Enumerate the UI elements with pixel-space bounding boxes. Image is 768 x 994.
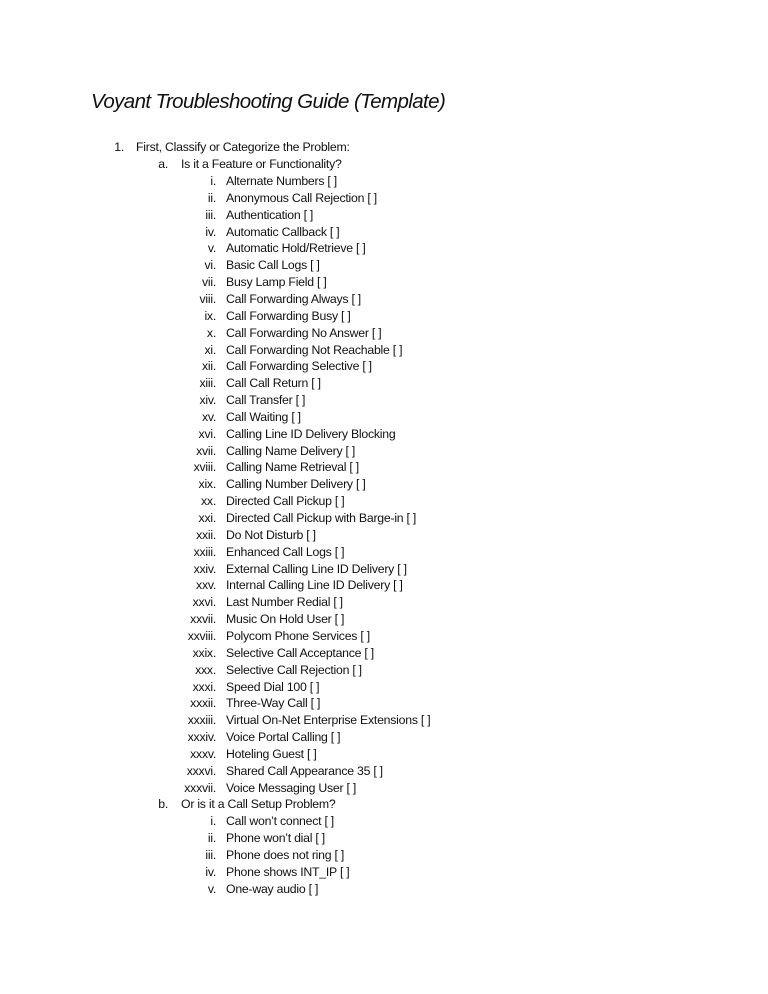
feature-item-text: Call Forwarding Selective [ ]	[226, 359, 372, 374]
feature-item-text: Call Forwarding Busy [ ]	[226, 308, 351, 323]
feature-item-number: xxii.	[196, 527, 216, 542]
feature-item-number: xxxii.	[190, 696, 216, 711]
feature-item-number: ix.	[204, 308, 216, 323]
feature-item-number: xvi.	[198, 426, 216, 441]
feature-item-text: Voice Portal Calling [ ]	[226, 730, 341, 745]
feature-item-number: xix.	[198, 477, 216, 492]
feature-item-number: xxi.	[198, 511, 216, 525]
feature-item-number: vi.	[204, 258, 216, 273]
section-a-marker: a.	[158, 157, 168, 171]
feature-item-number: xxv.	[196, 578, 216, 593]
feature-item-text: Call Forwarding Always [ ]	[226, 291, 361, 306]
feature-item-text: Music On Hold User [ ]	[226, 612, 345, 627]
section-b-text: Or is it a Call Setup Problem?	[181, 797, 336, 812]
feature-item-text: Calling Number Delivery [ ]	[226, 477, 366, 492]
feature-item-number: xxxvii.	[184, 780, 216, 795]
feature-item-text: Anonymous Call Rejection [ ]	[226, 190, 377, 205]
feature-item-text: Three-Way Call [ ]	[226, 696, 321, 711]
feature-item-number: xx.	[201, 494, 216, 509]
feature-item-text: Do Not Disturb [ ]	[226, 527, 316, 542]
feature-item-text: Selective Call Rejection [ ]	[226, 662, 362, 677]
feature-item-number: viii.	[199, 291, 216, 306]
feature-item-text: Last Number Redial [ ]	[226, 595, 343, 610]
feature-item-text: Call Waiting [ ]	[226, 409, 301, 424]
call-setup-item-text: Phone does not ring [ ]	[226, 848, 344, 862]
call-setup-item-number: ii.	[207, 831, 216, 846]
feature-item-text: Virtual On-Net Enterprise Extensions [ ]	[226, 713, 431, 728]
call-setup-item-number: i.	[210, 814, 216, 829]
feature-item-number: xxx.	[195, 662, 216, 677]
feature-item-number: xiv.	[199, 393, 216, 408]
feature-item-text: Call Call Return [ ]	[226, 376, 321, 391]
feature-item-text: Directed Call Pickup with Barge-in [ ]	[226, 511, 417, 525]
feature-item-text: Enhanced Call Logs [ ]	[226, 544, 345, 559]
feature-item-text: Authentication [ ]	[226, 207, 314, 222]
call-setup-item-text: Phone won’t dial [ ]	[226, 831, 325, 846]
call-setup-item-number: iv.	[205, 864, 216, 879]
feature-item-text: Calling Name Retrieval [ ]	[226, 460, 359, 475]
feature-item-number: x.	[206, 325, 216, 340]
feature-item-number: iii.	[205, 207, 216, 222]
feature-item-text: Voice Messaging User [ ]	[226, 780, 357, 795]
feature-item-number: xvii.	[196, 443, 216, 458]
feature-item-text: Automatic Hold/Retrieve [ ]	[226, 241, 366, 256]
feature-item-text: Alternate Numbers [ ]	[226, 174, 337, 188]
feature-item-number: xv.	[201, 409, 216, 424]
call-setup-item-text: Call won’t connect [ ]	[226, 814, 334, 829]
document-title: Voyant Troubleshooting Guide (Template)	[91, 90, 446, 113]
feature-item-text: Internal Calling Line ID Delivery [ ]	[226, 578, 403, 593]
call-setup-item-text: Phone shows INT_IP [ ]	[226, 864, 350, 879]
feature-item-number: xxxvi.	[186, 763, 216, 778]
section-a-text: Is it a Feature or Functionality?	[181, 157, 342, 171]
call-setup-item-text: One-way audio [ ]	[226, 881, 319, 896]
feature-item-text: Call Transfer [ ]	[226, 393, 306, 408]
feature-item-text: Directed Call Pickup [ ]	[226, 494, 345, 509]
feature-item-number: xxvii.	[190, 612, 216, 627]
feature-item-text: Calling Name Delivery [ ]	[226, 443, 356, 458]
feature-item-number: xxvi.	[192, 595, 216, 610]
feature-item-text: Speed Dial 100 [ ]	[226, 679, 320, 694]
step-1-text: First, Classify or Categorize the Problem:	[136, 140, 350, 154]
feature-item-number: ii.	[207, 190, 216, 205]
feature-item-text: Basic Call Logs [ ]	[226, 258, 320, 273]
feature-item-number: xxxiii.	[187, 713, 216, 728]
feature-item-number: v.	[207, 241, 216, 256]
feature-item-text: Selective Call Acceptance [ ]	[226, 645, 374, 660]
feature-item-text: External Calling Line ID Delivery [ ]	[226, 561, 407, 576]
feature-item-number: xxxv.	[190, 746, 216, 761]
section-b-marker: b.	[158, 797, 168, 812]
call-setup-item-number: iii.	[205, 848, 216, 862]
feature-item-text: Hoteling Guest [ ]	[226, 746, 317, 761]
feature-item-number: xxix.	[192, 645, 216, 660]
feature-item-number: i.	[210, 174, 216, 188]
feature-item-number: xxxi.	[192, 679, 216, 694]
feature-item-number: iv.	[205, 224, 216, 239]
feature-item-text: Polycom Phone Services [ ]	[226, 628, 370, 643]
feature-item-text: Calling Line ID Delivery Blocking	[226, 426, 396, 441]
feature-item-number: xxxiv.	[187, 730, 216, 745]
feature-item-text: Busy Lamp Field [ ]	[226, 275, 327, 290]
feature-item-number: xxiii.	[193, 544, 216, 559]
feature-item-number: xxiv.	[193, 561, 216, 576]
feature-item-number: xviii.	[193, 460, 216, 475]
feature-item-number: xiii.	[199, 376, 216, 391]
feature-item-text: Call Forwarding Not Reachable [ ]	[226, 342, 403, 357]
feature-item-number: xii.	[201, 359, 216, 374]
feature-item-number: xi.	[204, 342, 216, 357]
feature-item-number: xxviii.	[187, 628, 216, 643]
call-setup-item-number: v.	[207, 881, 216, 896]
feature-item-text: Automatic Callback [ ]	[226, 224, 340, 239]
step-1-marker: 1.	[114, 140, 124, 154]
feature-item-text: Shared Call Appearance 35 [ ]	[226, 763, 383, 778]
feature-item-text: Call Forwarding No Answer [ ]	[226, 325, 382, 340]
feature-item-number: vii.	[201, 275, 216, 290]
